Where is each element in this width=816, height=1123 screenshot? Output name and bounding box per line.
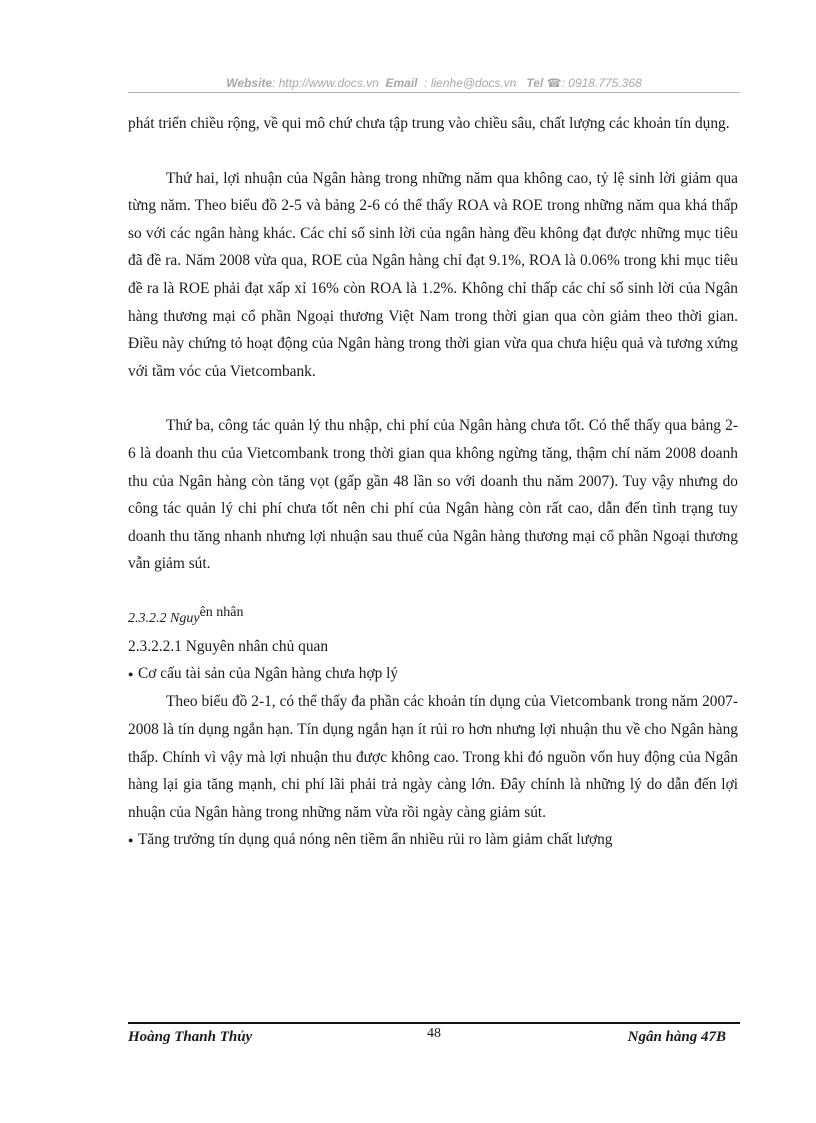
footer-divider [128, 1022, 740, 1024]
page-footer [128, 1026, 740, 1050]
bullet-text: Cơ cấu tài sản của Ngân hàng chưa hợp lý [138, 665, 399, 683]
footer-author: Hoàng Thanh Thủy [128, 1029, 253, 1045]
page-header [128, 76, 740, 90]
document-body [128, 110, 738, 855]
section-heading-main: 2.3.2.2 Nguy [128, 610, 200, 626]
website-value: : http://www.docs.vn [272, 76, 379, 90]
header-divider [128, 92, 740, 93]
paragraph-cost-management: Thứ ba, công tác quản lý thu nhập, chi phí của Ngân hàng chưa tốt. Có thể thấy qua bảng 2-6 là doanh thu của Vietcombank trong thời gian qua không ngừng tăng, thậm chí năm 2008 doanh thu của Ngân hàng còn tăng vọt (gấp gần 48 lần so với doanh thu năm 2007). Tuy vậy nhưng do công tác quản lý chi phí chưa tốt nên chi phí của Ngân hàng còn rất cao, dẫn đến tình trạng tuy doanh thu tăng nhanh nhưng lợi nhuận sau thuế của Ngân hàng thương mại cổ phần Ngoại thương vẫn giảm sút. [128, 417, 738, 573]
bullet-icon: ● [128, 835, 134, 845]
bullet-item-asset-structure [128, 660, 738, 688]
paragraph-continuation: phát triển chiều rộng, về qui mô chứ chưa tập trung vào chiều sâu, chất lượng các khoản tín dụng. [128, 115, 730, 132]
bullet-item-credit-growth [128, 826, 738, 854]
section-heading [128, 605, 738, 633]
page-number: 48 [427, 1026, 441, 1041]
bullet-icon: ● [128, 668, 134, 679]
section-heading-raised: ên nhân [199, 604, 244, 620]
paragraph-short-term-credit: Theo biểu đồ 2-1, có thể thấy đa phần các khoản tín dụng của Vietcombank trong năm 2007-2008 là tín dụng ngắn hạn. Tín dụng ngắn hạn ít rủi ro hơn nhưng lợi nhuận thu về cho Ngân hàng thấp. Chính vì vậy mà lợi nhuận thu được không cao. Trong khi đó nguồn vốn huy động của Ngân hàng lại gia tăng mạnh, chi phí lãi phải trả ngày càng lớn. Đây chính là những lý do dẫn đến lợi nhuận của Ngân hàng trong những năm vừa rồi ngày càng giảm sút. [128, 693, 738, 821]
paragraph-profitability: Thứ hai, lợi nhuận của Ngân hàng trong những năm qua không cao, tỷ lệ sinh lời giảm qua từng năm. Theo biểu đồ 2-5 và bảng 2-6 có thể thấy ROA và ROE trong những năm qua khá thấp so với các ngân hàng khác. Các chỉ số sinh lời của ngân hàng đều không đạt được những mục tiêu đã đề ra. Năm 2008 vừa qua, ROE của Ngân hàng chỉ đạt 9.1%, ROA là 0.06% trong khi mục tiêu đề ra là ROE phải đạt xấp xỉ 16% còn ROA là 1.2%. Không chỉ thấp các chỉ số sinh lời của Ngân hàng thương mại cổ phần Ngoại thương Việt Nam trong thời gian qua còn giảm theo thời gian. Điều này chứng tỏ hoạt động của Ngân hàng trong thời gian vừa qua chưa hiệu quả và tương xứng với tầm vóc của Vietcombank. [128, 169, 738, 380]
subsection-heading: 2.3.2.2.1 Nguyên nhân chủ quan [128, 637, 329, 655]
footer-class: Ngân hàng 47B [627, 1029, 726, 1045]
paragraph-gap [128, 385, 738, 412]
paragraph-gap [128, 138, 738, 165]
tel-value: ☎: 0918.775.368 [546, 76, 642, 90]
tel-label: Tel [526, 76, 544, 90]
email-label: Email [385, 76, 418, 90]
website-label: Website [226, 76, 273, 90]
paragraph-gap [128, 578, 738, 605]
email-value: : lienhe@docs.vn [424, 76, 517, 90]
bullet-text: Tăng trưởng tín dụng quá nóng nên tiềm ẩn nhiều rủi ro làm giảm chất lượng [138, 831, 613, 849]
